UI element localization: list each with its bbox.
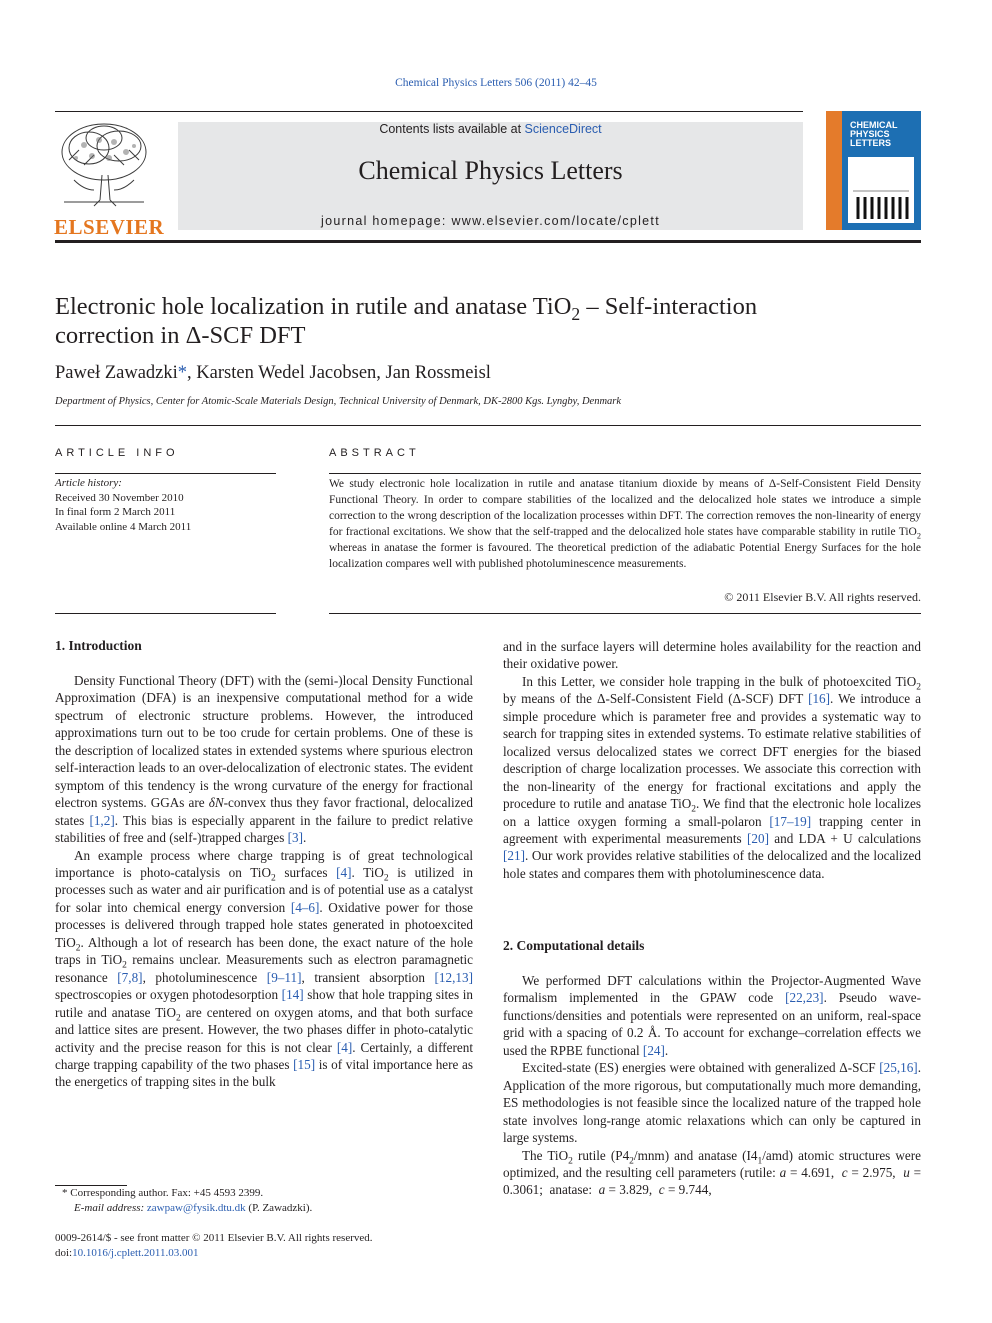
sciencedirect-link[interactable]: ScienceDirect bbox=[524, 122, 602, 136]
divider bbox=[329, 473, 921, 474]
title-part: Electronic hole localization in rutile and anatase TiO bbox=[55, 293, 572, 320]
journal-title: Chemical Physics Letters bbox=[358, 156, 623, 185]
email-link[interactable]: zawpaw@fysik.dtu.dk bbox=[146, 1202, 246, 1214]
cover-graphic-icon bbox=[848, 157, 914, 223]
journal-homepage bbox=[178, 214, 803, 228]
journal-masthead bbox=[178, 122, 803, 230]
article-title bbox=[55, 292, 855, 350]
journal-reference[interactable]: Chemical Physics Letters 506 (2011) 42–45 bbox=[395, 77, 597, 89]
article-info-heading: ARTICLE INFO bbox=[55, 447, 179, 459]
header-rule bbox=[55, 111, 803, 112]
intro-body: Density Functional Theory (DFT) with the (semi-)local Density Functional Approximation (DFA) is an inexpensive computational method for a wide spectrum of electronic structure problems. However, the introduced approximations turn out to be too crude for certain problems. One of these is the description of localized states in extended systems where spurious electron self-interaction leads to an over-delocalization of electronic states. The evident symptom of this tendency is the wrong curvature of the energy for fractional electron systems. GGAs are δN-convex thus they favor fractional, delocalized states [1,2]. This bias is especially apparent in the failure to predict relative stabilities of free and (self-)trapped charges [3]. An example process where charge trapping is of great technological importance is photo-catalysis on TiO$_2$ surfaces [4]. TiO$_2$ is utilized in processes such as water and air purification and is of potential use as a catalyst for solar into chemical energy conversion [4–6]. Oxidative power for those processes is delivered through trapped hole states generated in photoexcited TiO$_2$. Although a lot of research has been done, the exact nature of the hole traps in TiO$_2$ remains unclear. Measurements such as electron paramagnetic resonance [7,8], photoluminescence [9–11], transient absorption [12,13] spectroscopies or oxygen photodesorption [14] show that hole trapping sites in rutile and anatase TiO$_2$ are centered on oxygen atoms, and that both surface and lattice sites are present. However, the two phases differ in photo-catalytic activity and the precise reason for this is not clear [4]. Certainly, a different charge trapping capability of the two phases [15] is of vital importance here as the energetics of trapping sites in the bulk bbox=[55, 673, 474, 1090]
cover-title: CHEMICAL PHYSICS LETTERS bbox=[850, 120, 898, 148]
divider bbox=[55, 425, 921, 426]
abstract-text: We study electronic hole localization in rutile and anatase titanium dioxide by means of Δ-Self-Consistent Field Density Functional Theory. In order to compare stabilities of the localized and the delocalized hole states we introduce a simple correction to the wrong description of the localization processes within DFT. The correction removes the non-linearity of energy for fractional excitations. We show that the self-trapped and the delocalized hole states have comparable stability in rutile TiO$_2$ whereas in anatase the former is favoured. The theoretical prediction of the adiabatic Potential Energy Surfaces for the hole localization compares well with published photoluminescence measurements. bbox=[329, 478, 921, 570]
email-note bbox=[62, 1201, 312, 1216]
masthead-rule bbox=[55, 240, 921, 243]
divider bbox=[55, 613, 276, 614]
email-name: (P. Zawadzki). bbox=[245, 1202, 313, 1214]
final-form-date: In final form 2 March 2011 bbox=[55, 506, 176, 518]
homepage-link[interactable]: www.elsevier.com/locate/cplett bbox=[451, 214, 660, 228]
divider bbox=[55, 473, 276, 474]
footnote bbox=[62, 1186, 312, 1216]
author-name: Paweł Zawadzki bbox=[55, 363, 178, 383]
journal-cover[interactable] bbox=[826, 111, 921, 230]
homepage-prefix: journal homepage: bbox=[321, 214, 452, 228]
abstract-part: We study electronic hole localization in rutile and anatase titanium dioxide by means of Δ-Self-Consistent Field Density Functional Theory. In order to compare stabilities of the localized and the delocalized hole states we introduce a simple correction to the wrong description of the localization processes within DFT. The correction removes the non-linearity of energy for fractional excitations. We show that the self-trapped and the delocalized hole states have comparable stability in rutile TiO bbox=[329, 478, 921, 538]
title-line2: correction in Δ-SCF DFT bbox=[55, 322, 306, 349]
history-label: Article history: bbox=[55, 477, 122, 489]
publisher-wordmark: ELSEVIER bbox=[54, 215, 165, 239]
abstract-part: whereas in anatase the former is favoured. The theoretical prediction of the adiabatic Potential Energy Surfaces for the hole localization compares well with published photoluminescence measurements. bbox=[329, 541, 921, 570]
doi-label: doi: bbox=[55, 1246, 73, 1259]
computational-body: We performed DFT calculations within the Projector-Augmented Wave formalism implemented in the GPAW code [22,23]. Pseudo wave-functions/densities and potentials were represented on an uniform, real-space grid with a spacing of 0.2 Å. To account for exchange–correlation effects we used the RPBE functional [24]. Excited-state (ES) energies were obtained with generalized Δ-SCF [25,16]. Application of the more rigorous, but computationally much more demanding, ES methodologies is not feasible since the localized nature of the trapped hole state involves long-range atomic relaxations which can only be captured in large systems. The TiO$_2$ rutile $(P4_2/mnm)$ and anatase $(I4_1/amd)$ atomic structures were optimized, and the resulting cell parameters (rutile: a = 4.691, c = 2.975, u = 0.3061; anatase: a = 3.829, c = 9.744, bbox=[503, 973, 922, 1198]
intro-heading: 1. Introduction bbox=[55, 638, 142, 653]
online-date: Available online 4 March 2011 bbox=[55, 520, 192, 533]
elsevier-tree-icon bbox=[54, 120, 154, 208]
corresponding-mark[interactable]: * bbox=[177, 363, 188, 383]
doi-line bbox=[55, 1246, 373, 1261]
abstract-heading: ABSTRACT bbox=[329, 447, 420, 459]
author-list bbox=[55, 363, 491, 384]
title-part: – Self-interaction bbox=[580, 293, 758, 320]
elsevier-logo bbox=[54, 120, 165, 239]
abstract-copyright: © 2011 Elsevier B.V. All rights reserved. bbox=[724, 590, 921, 604]
article-history bbox=[55, 476, 191, 534]
contents-prefix: Contents lists available at bbox=[379, 122, 525, 136]
author-names: , Karsten Wedel Jacobsen, Jan Rossmeisl bbox=[187, 363, 491, 383]
affiliation: Department of Physics, Center for Atomic-Scale Materials Design, Technical University of Denmark, DK-2800 Kgs. Lyngby, Denmark bbox=[55, 396, 622, 407]
email-label: E-mail address: bbox=[74, 1202, 147, 1214]
divider bbox=[329, 613, 921, 614]
contents-line bbox=[178, 122, 803, 136]
received-date: Received 30 November 2010 bbox=[55, 491, 184, 504]
computational-heading: 2. Computational details bbox=[503, 938, 645, 953]
intro-body-continued: and in the surface layers will determine holes availability for the reaction and their oxidative power. In this Letter, we consider hole trapping in the bulk of photoexcited TiO$_2$ by means of the Δ-Self-Consistent Field (Δ-SCF) DFT [16]. We introduce a simple procedure which is parameter free and provides a systematic way to search for trapping sites in extended systems. To estimate relative stabilities of localized versus delocalized states we correct DFT energies for the biased description of charge localization processes. We associate this correction with the non-linearity of the energy for fractional excitations and apply the procedure to rutile and anatase TiO$_2$. We find that the electronic hole localizes on a lattice oxygen forming a small-polaron [17–19] trapping center in agreement with experimental measurements [20] and LDA + U calculations [21]. Our work provides relative stabilities of the delocalized and the localized hole states and compares them with photoluminescence data. bbox=[503, 639, 922, 881]
doi-link[interactable]: 10.1016/j.cplett.2011.03.001 bbox=[72, 1246, 199, 1259]
bottom-info bbox=[55, 1231, 373, 1260]
corresponding-note: * Corresponding author. Fax: +45 4593 2399. bbox=[62, 1187, 264, 1199]
title-subscript: 2 bbox=[571, 303, 581, 324]
cover-band bbox=[826, 111, 842, 230]
issn-line: 0009-2614/$ - see front matter © 2011 Elsevier B.V. All rights reserved. bbox=[55, 1232, 373, 1244]
